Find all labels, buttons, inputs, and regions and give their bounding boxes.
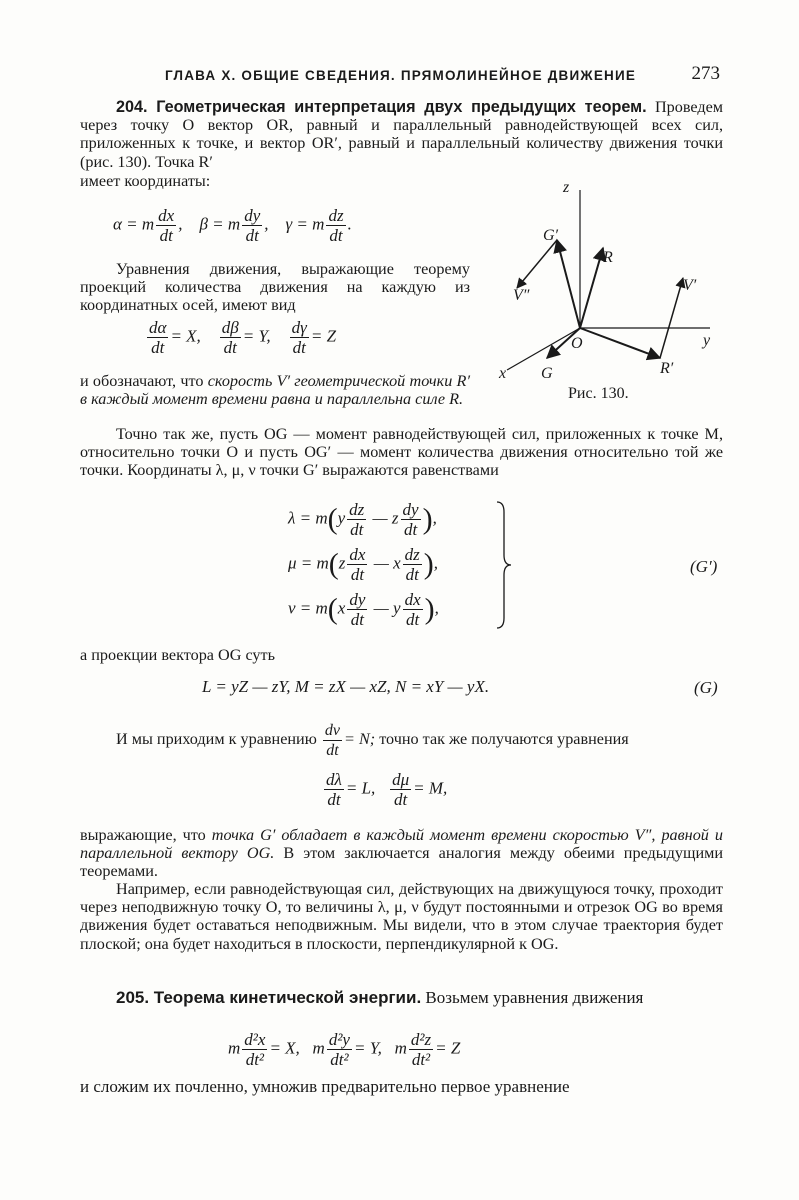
moment-paragraph: Точно так же, пусть OG — момент равнодействующей сил, приложенных к точке M, относительно точки O и пусть OG′ — момент количества движения относительно той же точки. Координаты λ, μ, ν точки G′ выражаются равенствами <box>80 425 723 480</box>
frac-dy-dt <box>401 500 421 539</box>
frac-num: dz <box>404 545 420 564</box>
chapter-title: ГЛАВА X. ОБЩИЕ СВЕДЕНИЯ. ПРЯМОЛИНЕЙНОЕ ДВИЖЕНИЕ <box>165 68 637 83</box>
projections-intro: а проекции вектора OG суть <box>80 646 275 664</box>
eq-rhs-L: = L, <box>345 778 376 798</box>
frac-den: dt <box>350 610 364 629</box>
nu-lhs: ν = m <box>288 598 328 618</box>
frac-dx-dt <box>403 590 423 629</box>
arrive-line <box>116 721 723 760</box>
label-y: y <box>703 332 711 349</box>
frac-num: d²y <box>328 1030 350 1049</box>
eq-rhs-Y: = Y, <box>353 1038 382 1058</box>
label-z: z <box>563 179 570 196</box>
vector-V-prime <box>660 278 683 358</box>
label-O: O <box>571 335 583 352</box>
frac-dgamma-dt <box>290 318 309 357</box>
frac-num: dν <box>324 722 340 739</box>
label-x: x <box>499 365 507 382</box>
frac-d2y-dt2 <box>327 1030 352 1069</box>
section-204-intro-text: Проведем через точку O вектор OR, равный и параллельный равнодействующей всех сил, приложенных к точке, и вектор OR′, равный и параллельный количеству движения точки (рис. 130). Точка R′ <box>80 98 723 171</box>
eq-rhs-N: = N; <box>343 730 376 749</box>
frac-den: dt <box>403 520 418 539</box>
section-205-intro-text: Возьмем уравнения движения <box>425 988 644 1007</box>
comma: , <box>432 508 437 528</box>
figure-caption: Рис. 130. <box>568 385 629 402</box>
var: z <box>391 508 399 528</box>
eq-alpha-lhs: α = m <box>113 214 155 234</box>
frac-dx-dt <box>347 545 367 584</box>
frac-num: dα <box>149 318 167 337</box>
tag-G-prime: (G′) <box>690 557 718 576</box>
mu-lhs: μ = m <box>288 553 329 573</box>
eq-beta-lhs: β = m <box>199 214 241 234</box>
arrive-text-b: точно так же получаются уравнения <box>379 730 629 749</box>
eq-rhs-Z: = Z <box>310 326 337 346</box>
eq-dlambda-dmu <box>322 770 447 809</box>
coords-intro: имеет координаты: <box>80 172 211 190</box>
running-header <box>165 63 720 84</box>
comma: , <box>433 553 439 573</box>
frac-num: dx <box>349 545 366 564</box>
tag-G: (G) <box>694 678 718 697</box>
minus: — <box>372 508 388 528</box>
frac-den: dt <box>393 790 408 809</box>
conclusion-italic: скорость V′ геометрической точки R′ в каждый момент времени равна и параллельна силе R. <box>80 372 470 409</box>
frac-den: dt² <box>245 1050 265 1069</box>
system-brace <box>495 500 513 630</box>
paren: ( <box>328 547 339 581</box>
var: y <box>337 508 346 528</box>
vector-OR <box>580 248 603 328</box>
eq-rhs-X: = X, <box>170 326 201 346</box>
label-R-prime: R′ <box>660 360 674 377</box>
section-204-intro <box>80 98 723 171</box>
frac-num: dμ <box>392 770 410 789</box>
paren: ( <box>327 502 338 536</box>
page-number: 273 <box>691 63 720 84</box>
minus: — <box>373 598 389 618</box>
frac-dy-dt <box>347 590 367 629</box>
frac-den: dt <box>350 565 365 584</box>
expressing-plain: выражающие, что <box>80 826 206 844</box>
frac-den: dt <box>326 742 339 759</box>
frac-dmu-dt <box>390 770 411 809</box>
frac-den: dt <box>223 338 237 357</box>
frac-den: dt <box>350 520 364 539</box>
frac-num: d²x <box>244 1030 266 1049</box>
x-axis <box>507 328 580 370</box>
section-205-intro <box>80 988 723 1008</box>
frac-dbeta-dt <box>220 318 241 357</box>
var: x <box>393 553 401 573</box>
eq-nu <box>288 590 439 629</box>
frac-dy-dt <box>242 206 262 245</box>
vector-V-dprime <box>517 240 557 288</box>
frac-den: dt² <box>411 1050 431 1069</box>
eq-lambda <box>288 500 437 539</box>
eq-newton-second-law <box>228 1030 460 1069</box>
frac-dz-dt <box>403 545 422 584</box>
frac-num: dz <box>328 206 344 225</box>
comma: , <box>434 598 439 618</box>
label-V-dprime: V″ <box>513 287 530 304</box>
frac-dx-dt <box>156 206 176 245</box>
section-205-heading: 205. Теорема кинетической энергии. <box>116 988 422 1007</box>
var: y <box>393 598 401 618</box>
equations-intro: Уравнения движения, выражающие теорему проекций количества движения на каждую из координатных осей, имеют вид <box>80 260 470 315</box>
frac-den: dt <box>327 790 341 809</box>
frac-num: dλ <box>326 770 342 789</box>
conclusion-plain: и обозначают, что <box>80 372 204 390</box>
eq-momentum-projections <box>145 318 336 357</box>
section-205-last-line: и сложим их почленно, умножив предварительно первое уравнение <box>80 1077 570 1096</box>
frac-den: dt <box>292 338 306 357</box>
minus: — <box>373 553 389 573</box>
frac-num: d²z <box>410 1030 432 1049</box>
var: z <box>338 553 346 573</box>
frac-den: dt <box>405 610 420 629</box>
label-R: R <box>603 249 613 266</box>
frac-den: dt <box>245 226 259 245</box>
m: m <box>394 1038 407 1058</box>
frac-d2x-dt2 <box>242 1030 267 1069</box>
section-204-heading: 204. Геометрическая интерпретация двух предыдущих теорем. <box>116 98 647 116</box>
frac-dlambda-dt <box>324 770 344 809</box>
m: m <box>312 1038 325 1058</box>
label-G: G <box>541 365 553 382</box>
eq-rhs-M: = M, <box>413 778 448 798</box>
paren: ) <box>423 547 434 581</box>
eq-rhs-X: = X, <box>269 1038 300 1058</box>
frac-num: dy <box>402 500 419 519</box>
expressing-italic: точка G′ обладает в каждый момент времени скоростью V″, равной и параллельной вектору OG. <box>80 826 724 863</box>
eq-gamma-lhs: γ = m <box>285 214 325 234</box>
label-G-prime: G′ <box>543 227 559 244</box>
arrive-text-a: И мы приходим к уравнению <box>116 730 317 749</box>
frac-num: dz <box>349 500 365 519</box>
vector-OR-prime <box>580 328 660 358</box>
lambda-lhs: λ = m <box>288 508 328 528</box>
eq-alpha-beta-gamma: α = m $\frac{dx}{dt}$ , β = m $\frac{dy}{dt}$ , γ = m $\frac{dz}{dt}$ . <box>113 206 352 245</box>
frac-dz-dt <box>347 500 366 539</box>
frac-num: dx <box>404 590 421 609</box>
frac-num: dγ <box>291 318 307 337</box>
eq-rhs-Z: = Z <box>435 1038 461 1058</box>
example-paragraph: Например, если равнодействующая сил, действующих на движущуюся точку, проходит через неподвижную точку O, то величины λ, μ, ν будут постоянными и отрезок OG во время движения будет оставаться неподвижным. Мы видели, что в этом случае траектория будет плоской; она будет находиться в плоскости, перпендикулярной к OG. <box>80 880 723 953</box>
eq-mu <box>288 545 438 584</box>
frac-den: dt <box>151 338 165 357</box>
frac-dz-dt <box>326 206 345 245</box>
frac-den: dt <box>405 565 419 584</box>
paren: ) <box>424 592 435 626</box>
velocity-conclusion <box>80 372 470 408</box>
frac-num: dy <box>244 206 261 225</box>
frac-den: dt² <box>330 1050 349 1069</box>
frac-den: dt <box>159 226 173 245</box>
frac-d2z-dt2 <box>409 1030 433 1069</box>
frac-num: dβ <box>221 318 239 337</box>
frac-dalpha-dt <box>147 318 168 357</box>
paren: ( <box>327 592 338 626</box>
vector-OG-prime <box>557 240 580 328</box>
m: m <box>228 1038 241 1058</box>
label-V-prime: V′ <box>683 277 697 294</box>
expressing-tail: В этом заключается аналогия между обеими предыдущими теоремами. <box>80 844 724 881</box>
frac-den: dt <box>329 226 343 245</box>
eq-projections: L = yZ — zY, M = zX — xZ, N = xY — yX. <box>202 677 490 696</box>
var: x <box>337 598 346 618</box>
paren: ) <box>422 502 433 536</box>
frac-num: dx <box>158 206 175 225</box>
figure-130 <box>495 178 725 393</box>
eq-rhs-Y: = Y, <box>242 326 271 346</box>
expressing-paragraph <box>80 826 723 881</box>
frac-num: dy <box>349 590 366 609</box>
frac-dnu-dt <box>323 721 342 760</box>
